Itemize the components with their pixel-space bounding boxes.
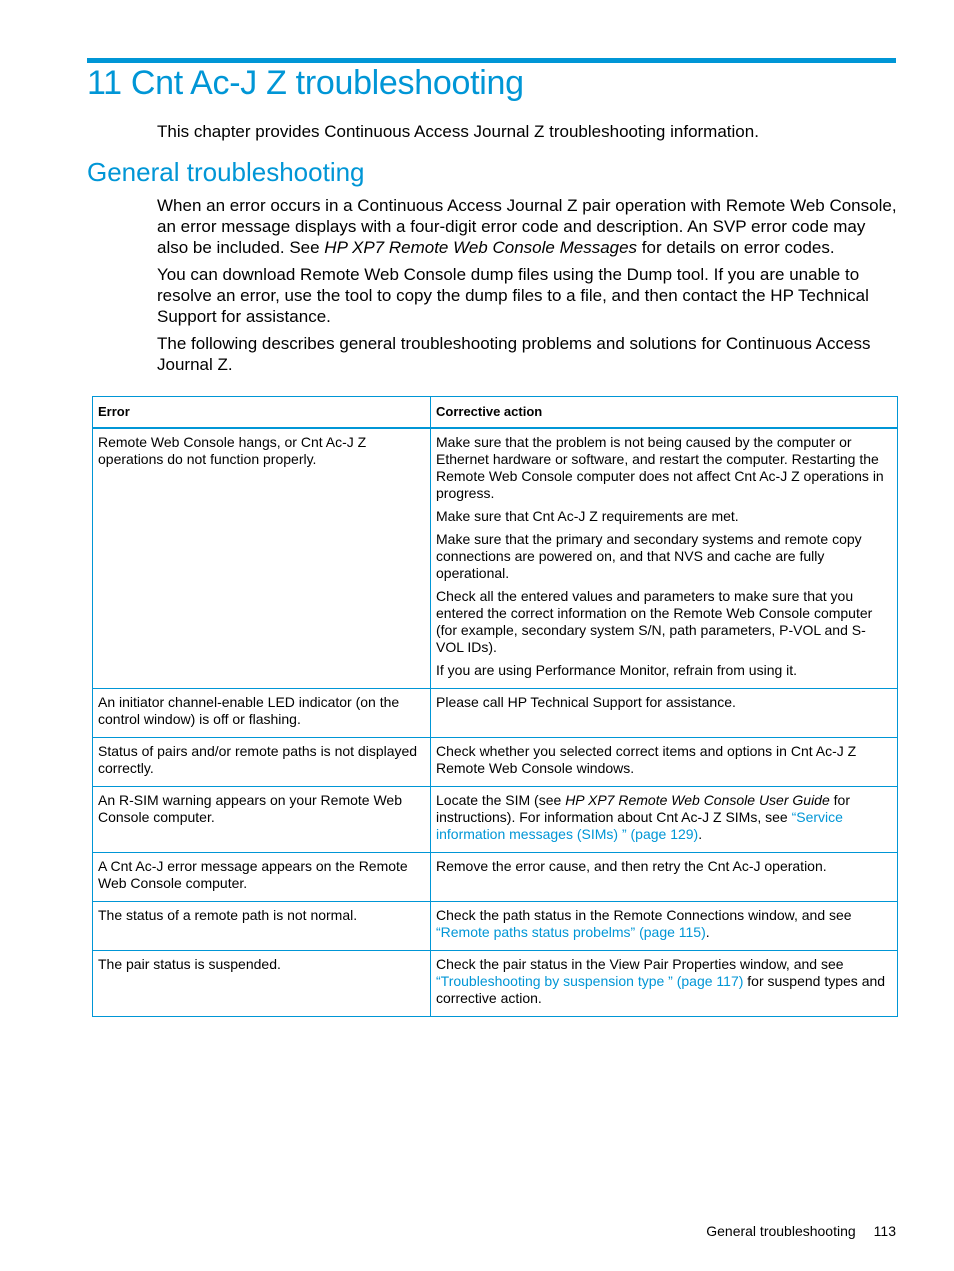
error-cell: An R-SIM warning appears on your Remote Web Console computer.: [93, 787, 431, 853]
action-cell: Check the pair status in the View Pair Properties window, and see “Troubleshooting by suspension type ” (page 117) for suspend types and corrective action.: [431, 951, 898, 1017]
troubleshooting-table: [92, 396, 898, 1017]
table-row: [93, 428, 898, 689]
column-header-error: Error: [93, 397, 431, 429]
cross-reference-link[interactable]: “Service information messages (SIMs) ” (page 129): [436, 809, 843, 842]
error-cell: The status of a remote path is not normal.: [93, 902, 431, 951]
body-paragraph: When an error occurs in a Continuous Access Journal Z pair operation with Remote Web Console, an error message displays with a four-digit error code and description. An SVP error code may also be included. See HP XP7 Remote Web Console Messages for details on error codes.: [157, 196, 897, 257]
column-header-action: Corrective action: [431, 397, 898, 429]
action-cell: Locate the SIM (see HP XP7 Remote Web Console User Guide for instructions). For information about Cnt Ac-J Z SIMs, see “Service information messages (SIMs) ” (page 129).: [431, 787, 898, 853]
table-row: [93, 902, 898, 951]
page-number: 113: [873, 1223, 896, 1239]
doc-reference: HP XP7 Remote Web Console Messages: [324, 238, 638, 257]
error-cell: The pair status is suspended.: [93, 951, 431, 1017]
cross-reference-link[interactable]: “Troubleshooting by suspension type ” (page 117): [436, 973, 744, 989]
error-cell: An initiator channel-enable LED indicator (on the control window) is off or flashing.: [93, 689, 431, 738]
cross-reference-link[interactable]: “Remote paths status probelms” (page 115): [436, 924, 706, 940]
action-cell: Please call HP Technical Support for assistance.: [431, 689, 898, 738]
chapter-title: 11 Cnt Ac-J Z troubleshooting: [87, 64, 524, 102]
action-cell: Check the path status in the Remote Connections window, and see “Remote paths status probelms” (page 115).: [431, 902, 898, 951]
chapter-intro: This chapter provides Continuous Access Journal Z troubleshooting information.: [157, 122, 759, 141]
action-cell: Check whether you selected correct items and options in Cnt Ac-J Z Remote Web Console windows.: [431, 738, 898, 787]
table-row: [93, 853, 898, 902]
table-row: [93, 951, 898, 1017]
error-cell: Remote Web Console hangs, or Cnt Ac-J Z operations do not function properly.: [93, 428, 431, 689]
doc-reference: HP XP7 Remote Web Console User Guide: [565, 792, 830, 808]
table-row: [93, 738, 898, 787]
section-body: [157, 195, 899, 381]
action-cell: Remove the error cause, and then retry the Cnt Ac-J operation.: [431, 853, 898, 902]
table-row: [93, 689, 898, 738]
action-cell: Make sure that the problem is not being caused by the computer or Ethernet hardware or software, and restart the computer. Restarting the Remote Web Console computer does not affect Cnt Ac-J Z operations in progress. Make sure that Cnt Ac-J Z requirements are met. Make sure that the primary and secondary systems and remote copy connections are powered on, and that NVS and cache are fully operational. Check all the entered values and parameters to make sure that you entered the correct information on the Remote Web Console computer (for example, secondary system S/N, path parameters, P-VOL and S-VOL IDs). If you are using Performance Monitor, refrain from using it.: [431, 428, 898, 689]
body-paragraph: You can download Remote Web Console dump files using the Dump tool. If you are unable to resolve an error, use the tool to copy the dump files to a file, and then contact the HP Technical Support for assistance.: [157, 265, 869, 326]
body-paragraph: The following describes general troubleshooting problems and solutions for Continuous Access Journal Z.: [157, 334, 871, 374]
page-footer: [706, 1223, 896, 1239]
chapter-top-rule: [87, 58, 896, 63]
error-cell: A Cnt Ac-J error message appears on the Remote Web Console computer.: [93, 853, 431, 902]
table-row: [93, 787, 898, 853]
error-cell: Status of pairs and/or remote paths is not displayed correctly.: [93, 738, 431, 787]
footer-section-label: General troubleshooting: [706, 1223, 856, 1239]
section-heading: General troubleshooting: [87, 157, 365, 187]
table-header-row: [93, 397, 898, 429]
